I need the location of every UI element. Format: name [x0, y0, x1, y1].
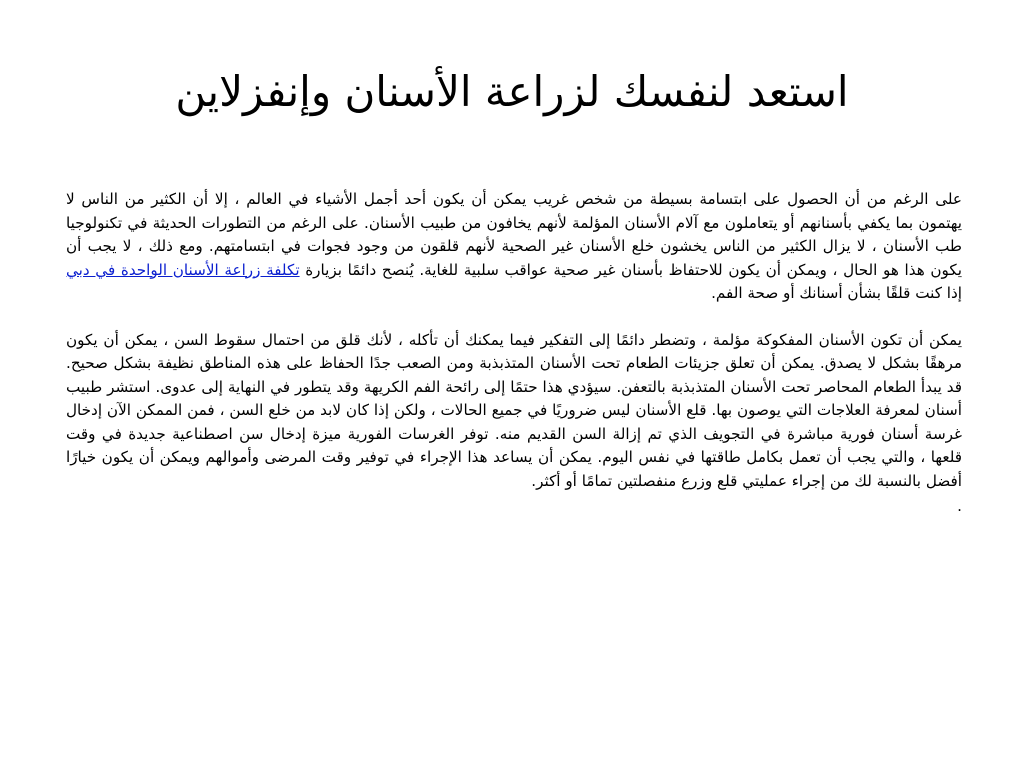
paragraph-1: [66, 188, 962, 306]
paragraph-1-text-before-link: على الرغم من أن الحصول على ابتسامة بسيطة من شخص غريب يمكن أن يكون أحد أجمل الأشياء في العالم ، إلا أن الكثير من الناس لا يهتمون بما يكفي بأسنانهم أو يتعاملون مع آلام الأسنان المؤلمة لأنهم يخافون من طبيب الأسنان. على الرغم من التطورات الحديثة في تكنولوجيا طب الأسنان ، لا يزال الكثير من الناس يخشون خلع الأسنان غير الصحية لأنهم قلقون من وجود فجوات في ابتسامتهم. ومع ذلك ، لا يجب أن يكون هذا هو الحال ، ويمكن أن يكون للاحتفاظ بأسنان غير صحية عواقب سلبية للغاية. يُنصح دائمًا بزيارة: [66, 190, 963, 279]
slide-title: استعد لنفسك لزراعة الأسنان وإنفزلاين: [175, 67, 849, 116]
paragraph-2: يمكن أن تكون الأسنان المفكوكة مؤلمة ، وتضطر دائمًا إلى التفكير فيما يمكنك أن تأكله ، لأنك قلق من احتمال سقوط السن ، يمكن أن يكون مرهقًا بشكل لا يصدق. يمكن أن تعلق جزيئات الطعام تحت الأسنان المتذبذبة ومن الصعب جدًا الحفاظ على هذه المناطق نظيفة بشكل صحيح. قد يبدأ الطعام المحاصر تحت الأسنان المتذبذبة بالتعفن. سيؤدي هذا حتمًا إلى رائحة الفم الكريهة وقد يتطور في النهاية إلى عدوى. استشر طبيب أسنان لمعرفة العلاجات التي يوصون بها. قلع الأسنان ليس ضروريًا في جميع الحالات ، ولكن إذا كان لابد من خلع السن ، فمن الممكن الآن إدخال غرسة أسنان فورية مباشرة في التجويف الذي تم إزالة السن القديم منه. توفر الغرسات الفورية ميزة إدخال سن اصطناعية جديدة في وقت قلعها ، والتي يجب أن تعمل بكامل طاقتها في نفس اليوم. يمكن أن يساعد هذا الإجراء في توفير وقت المرضى وأموالهم ويمكن أن يكون خيارًا أفضل بالنسبة لك من إجراء عمليتي قلع وزرع منفصلتين تمامًا أو أكثر.: [66, 330, 962, 490]
slide-body: [66, 188, 962, 519]
paragraph-3: .: [957, 497, 962, 515]
paragraph-1-text-after-link: إذا كنت قلقًا بشأن أسنانك أو صحة الفم.: [711, 284, 962, 302]
dental-implant-cost-link[interactable]: تكلفة زراعة الأسنان الواحدة في دبي: [66, 260, 300, 279]
